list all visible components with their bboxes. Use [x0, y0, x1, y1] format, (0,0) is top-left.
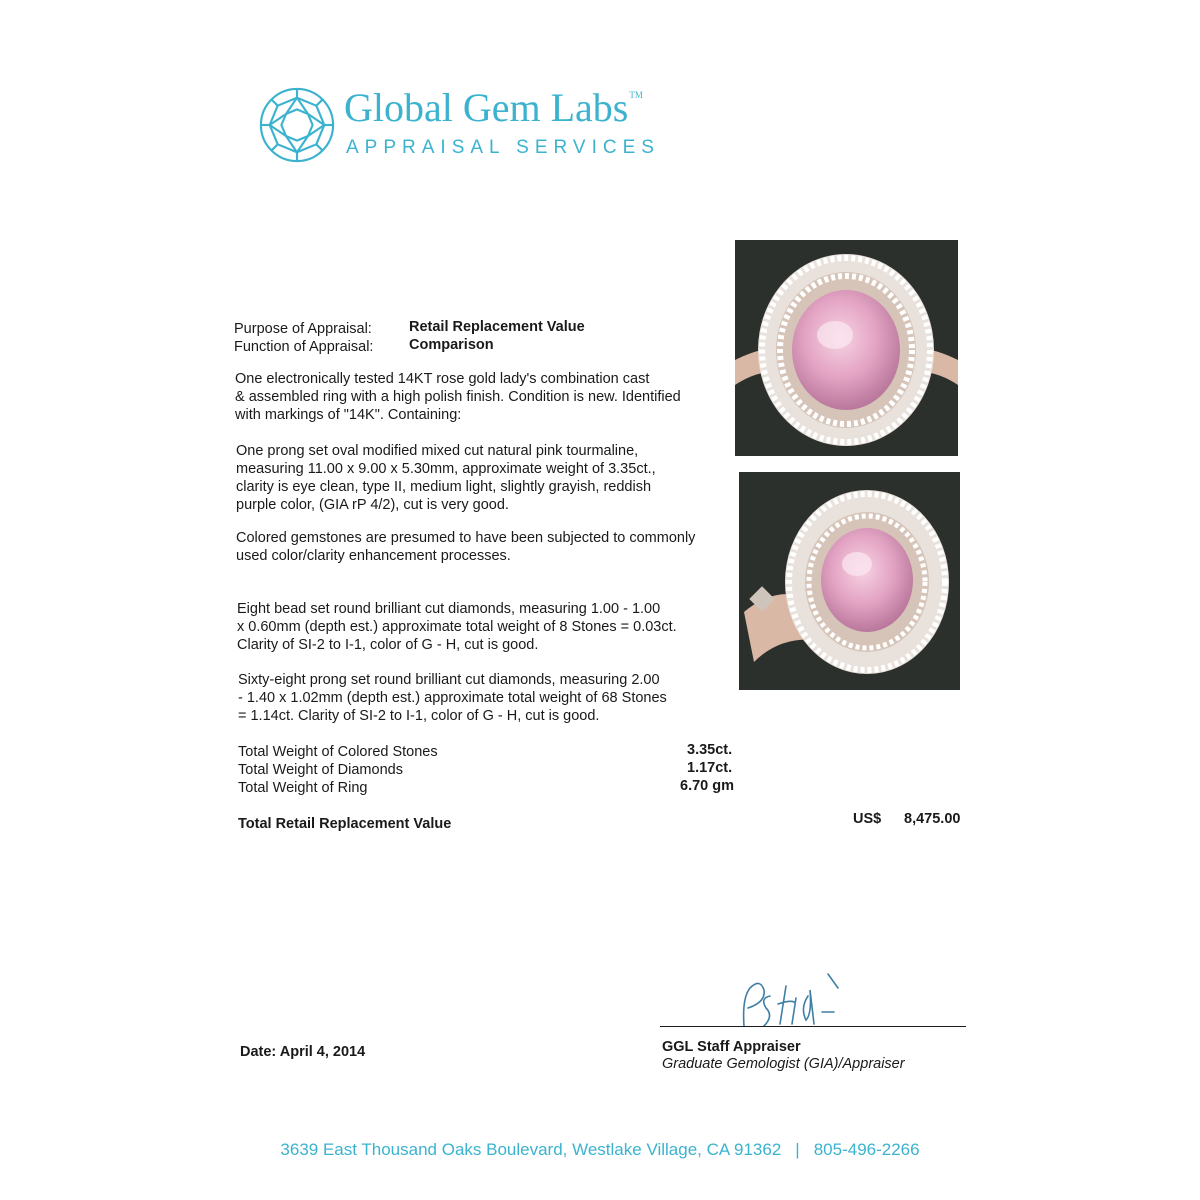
total-diamonds-value: 1.17ct. [687, 760, 733, 776]
ring-description [235, 370, 681, 424]
ring-angled-view-image [739, 472, 960, 690]
text-line: used color/clarity enhancement processes. [236, 548, 511, 564]
brand-tagline: APPRAISAL SERVICES [346, 137, 660, 158]
text-line: purple color, (GIA rP 4/2), cut is very good. [236, 497, 509, 513]
footer-separator: | [795, 1140, 800, 1159]
appraisal-date: Date: April 4, 2014 [240, 1044, 366, 1060]
text-line: = 1.14ct. Clarity of SI-2 to I-1, color of G - H, cut is good. [238, 708, 600, 724]
purpose-value: Retail Replacement Value [409, 319, 585, 335]
appraiser-credentials: Graduate Gemologist (GIA)/Appraiser [662, 1056, 905, 1072]
small-diamonds-description [237, 600, 677, 654]
ring-photo-top [735, 240, 958, 456]
enhancement-note [236, 529, 695, 565]
text-line: with markings of "14K". Containing: [235, 407, 462, 423]
large-diamonds-description [238, 671, 667, 725]
appraiser-signature [730, 968, 850, 1032]
text-line: One electronically tested 14KT rose gold lady's combination cast [235, 371, 650, 387]
total-colored-value: 3.35ct. [687, 742, 733, 758]
footer-contact [0, 1140, 1200, 1160]
function-value: Comparison [409, 337, 494, 353]
retail-value-amount: 8,475.00 [904, 811, 961, 827]
currency-label: US$ [853, 811, 882, 827]
text-line: measuring 11.00 x 9.00 x 5.30mm, approximate weight of 3.35ct., [236, 461, 656, 477]
function-label: Function of Appraisal: [234, 339, 374, 355]
purpose-label: Purpose of Appraisal: [234, 321, 372, 337]
signature-line [660, 1026, 966, 1027]
text-line: One prong set oval modified mixed cut natural pink tourmaline, [236, 443, 639, 459]
text-line: clarity is eye clean, type II, medium light, slightly grayish, reddish [236, 479, 652, 495]
text-line: & assembled ring with a high polish finish. Condition is new. Identified [235, 389, 681, 405]
text-line: x 0.60mm (depth est.) approximate total weight of 8 Stones = 0.03ct. [237, 619, 677, 635]
text-line: Colored gemstones are presumed to have been subjected to commonly [236, 530, 696, 546]
text-line: - 1.40 x 1.02mm (depth est.) approximate total weight of 68 Stones [238, 690, 667, 706]
brand-name: Global Gem Labs™ [344, 85, 643, 130]
text-line: Eight bead set round brilliant cut diamonds, measuring 1.00 - 1.00 [237, 601, 661, 617]
total-ring-label: Total Weight of Ring [238, 780, 368, 796]
total-diamonds-label: Total Weight of Diamonds [238, 762, 403, 778]
text-line: Sixty-eight prong set round brilliant cut diamonds, measuring 2.00 [238, 672, 660, 688]
ring-photo-angle [739, 472, 960, 690]
ring-top-view-image [735, 240, 958, 456]
text-line: Clarity of SI-2 to I-1, color of G - H, cut is good. [237, 637, 539, 653]
retail-value-label: Total Retail Replacement Value [238, 816, 452, 832]
total-colored-label: Total Weight of Colored Stones [238, 744, 438, 760]
footer-address: 3639 East Thousand Oaks Boulevard, Westlake Village, CA 91362 [280, 1140, 782, 1159]
appraiser-name: GGL Staff Appraiser [662, 1039, 801, 1055]
trademark-mark: TM [629, 90, 643, 100]
total-ring-value: 6.70 gm [680, 778, 734, 794]
center-stone-description [236, 442, 656, 514]
faceted-gem-icon [258, 86, 336, 164]
footer-phone: 805-496-2266 [813, 1140, 920, 1159]
